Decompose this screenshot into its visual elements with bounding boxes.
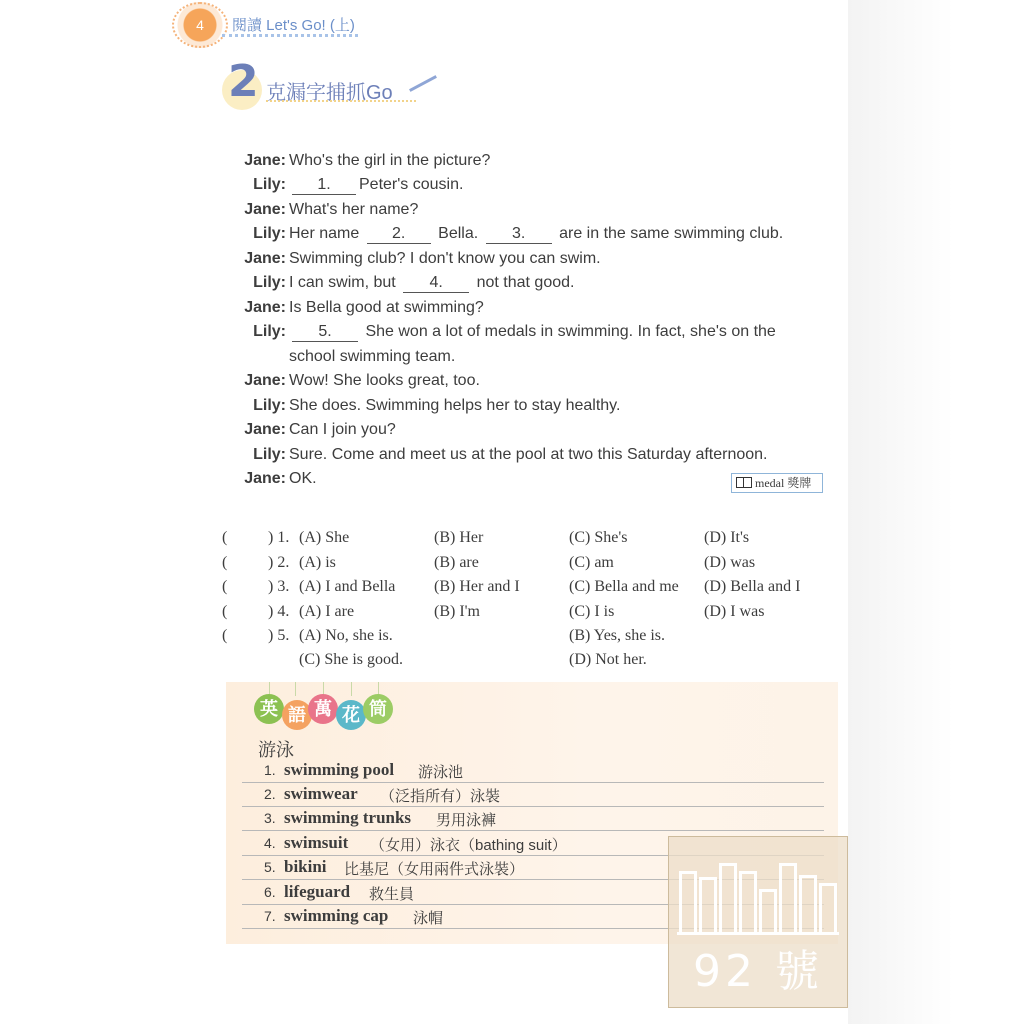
question-number: ) 2. [268, 554, 290, 571]
running-header: 閱讀 Let's Go! (上) [232, 17, 355, 34]
book-icon [736, 477, 752, 488]
vocab-english: bikini [284, 857, 327, 876]
vocab-item [242, 806, 824, 831]
speaker: Lily: [253, 397, 286, 414]
vocab-badge: 語 [282, 700, 312, 730]
vocab-chinese: （女用）泳衣（bathing suit） [370, 837, 567, 854]
vocab-number: 4. [264, 835, 276, 851]
option-c: (C) Bella and me [569, 578, 679, 595]
answer-paren: ( [222, 627, 228, 644]
speaker: Jane: [244, 201, 286, 218]
vocab-english: swimming pool [284, 760, 395, 779]
gloss-meaning: 獎牌 [787, 476, 812, 490]
vocab-chinese: 男用泳褲 [436, 812, 497, 829]
option-b: (B) I'm [434, 603, 480, 620]
option-a: (A) I and Bella [299, 578, 396, 595]
dialogue-text: Swimming club? I don't know you can swim. [289, 250, 601, 267]
section-number: 2 [228, 56, 259, 107]
blank-2: 2. [367, 225, 431, 244]
speaker: Jane: [244, 152, 286, 169]
blank-3: 3. [486, 225, 552, 244]
option-b: (B) Her [434, 529, 484, 546]
vocab-english: swimming trunks [284, 808, 412, 827]
vocab-english: swimsuit [284, 833, 349, 852]
vocab-badge: 花 [336, 700, 366, 730]
dialogue-text: OK. [289, 470, 317, 487]
page-number: 4 [172, 2, 228, 48]
dialogue-text: Her name [289, 225, 360, 242]
question-number: ) 5. [268, 627, 290, 644]
option-c: (C) She's [569, 529, 628, 546]
option-c: (C) am [569, 554, 614, 571]
option-a: (A) No, she is. [299, 627, 393, 644]
dialogue-text: Wow! She looks great, too. [289, 372, 480, 389]
option-b: (B) Yes, she is. [569, 627, 666, 644]
option-c: (C) I is [569, 603, 615, 620]
speaker: Lily: [253, 176, 286, 193]
option-d: (D) Bella and I [704, 578, 801, 595]
dialogue-text: Can I join you? [289, 421, 396, 438]
option-a: (A) She [299, 529, 350, 546]
answer-paren: ( [222, 529, 228, 546]
vocab-english: swimming cap [284, 906, 389, 925]
dialogue-continuation: school swimming team. [289, 348, 456, 365]
vocab-chinese: 比基尼（女用兩件式泳裝） [344, 861, 525, 878]
vocab-number: 3. [264, 810, 276, 826]
vocab-item [242, 758, 824, 783]
option-d: (D) was [704, 554, 756, 571]
vocab-badge: 筒 [363, 694, 393, 724]
vocab-chinese: （泛指所有）泳裝 [380, 788, 501, 805]
vocab-number: 5. [264, 859, 276, 875]
vocab-item [242, 782, 824, 807]
option-d: (D) Not her. [569, 651, 647, 668]
answer-paren: ( [222, 603, 228, 620]
vocab-chinese: 游泳池 [418, 764, 464, 781]
gloss-word: medal [755, 476, 785, 490]
title-underline [266, 100, 416, 102]
dialogue-text: Peter's cousin. [359, 176, 464, 193]
dialogue-text: Sure. Come and meet us at the pool at two this Saturday afternoon. [289, 446, 768, 463]
option-a: (A) I are [299, 603, 355, 620]
dialogue-text: Bella. [438, 225, 479, 242]
question-number: ) 1. [268, 529, 290, 546]
vocab-chinese: 泳帽 [413, 910, 444, 927]
option-d: (D) It's [704, 529, 750, 546]
option-a: (A) is [299, 554, 336, 571]
vocab-number: 6. [264, 884, 276, 900]
dialogue-text: She won a lot of medals in swimming. In fact, she's on the [365, 323, 776, 340]
pencil-icon [409, 75, 437, 92]
speaker: Lily: [253, 446, 286, 463]
speaker: Lily: [253, 225, 286, 242]
page-edge-shadow [848, 0, 1024, 1024]
shop-watermark [668, 836, 848, 1008]
dialogue-text: not that good. [476, 274, 575, 291]
vocab-english: swimwear [284, 784, 358, 803]
speaker: Lily: [253, 274, 286, 291]
vocab-badge: 萬 [308, 694, 338, 724]
option-b: (B) Her and I [434, 578, 520, 595]
speaker: Jane: [244, 299, 286, 316]
dialogue-text: are in the same swimming club. [559, 225, 784, 242]
vocab-english: lifeguard [284, 882, 351, 901]
dialogue-text: Is Bella good at swimming? [289, 299, 484, 316]
blank-4: 4. [403, 274, 469, 293]
dialogue-text: I can swim, but [289, 274, 396, 291]
blank-1: 1. [292, 176, 356, 195]
dialogue-text: What's her name? [289, 201, 419, 218]
vocab-number: 7. [264, 908, 276, 924]
vocab-number: 2. [264, 786, 276, 802]
watermark-text: 92 號 [693, 946, 823, 997]
question-number: ) 3. [268, 578, 290, 595]
vocab-gloss-box [731, 473, 823, 493]
option-c: (C) She is good. [299, 651, 403, 668]
speaker: Jane: [244, 470, 286, 487]
speaker: Jane: [244, 421, 286, 438]
vocab-chinese: 救生員 [369, 886, 415, 903]
answer-paren: ( [222, 578, 228, 595]
option-b: (B) are [434, 554, 479, 571]
blank-5: 5. [292, 323, 358, 342]
dialogue-text: Who's the girl in the picture? [289, 152, 491, 169]
section-title: 克漏字捕抓Go [266, 82, 393, 104]
vocab-badge: 英 [254, 694, 284, 724]
vocab-number: 1. [264, 762, 276, 778]
header-divider [222, 34, 358, 37]
question-number: ) 4. [268, 603, 290, 620]
answer-paren: ( [222, 554, 228, 571]
speaker: Jane: [244, 250, 286, 267]
speaker: Lily: [253, 323, 286, 340]
vocab-heading: 游泳 [258, 740, 294, 760]
dialogue-text: She does. Swimming helps her to stay healthy. [289, 397, 621, 414]
option-d: (D) I was [704, 603, 765, 620]
speaker: Jane: [244, 372, 286, 389]
